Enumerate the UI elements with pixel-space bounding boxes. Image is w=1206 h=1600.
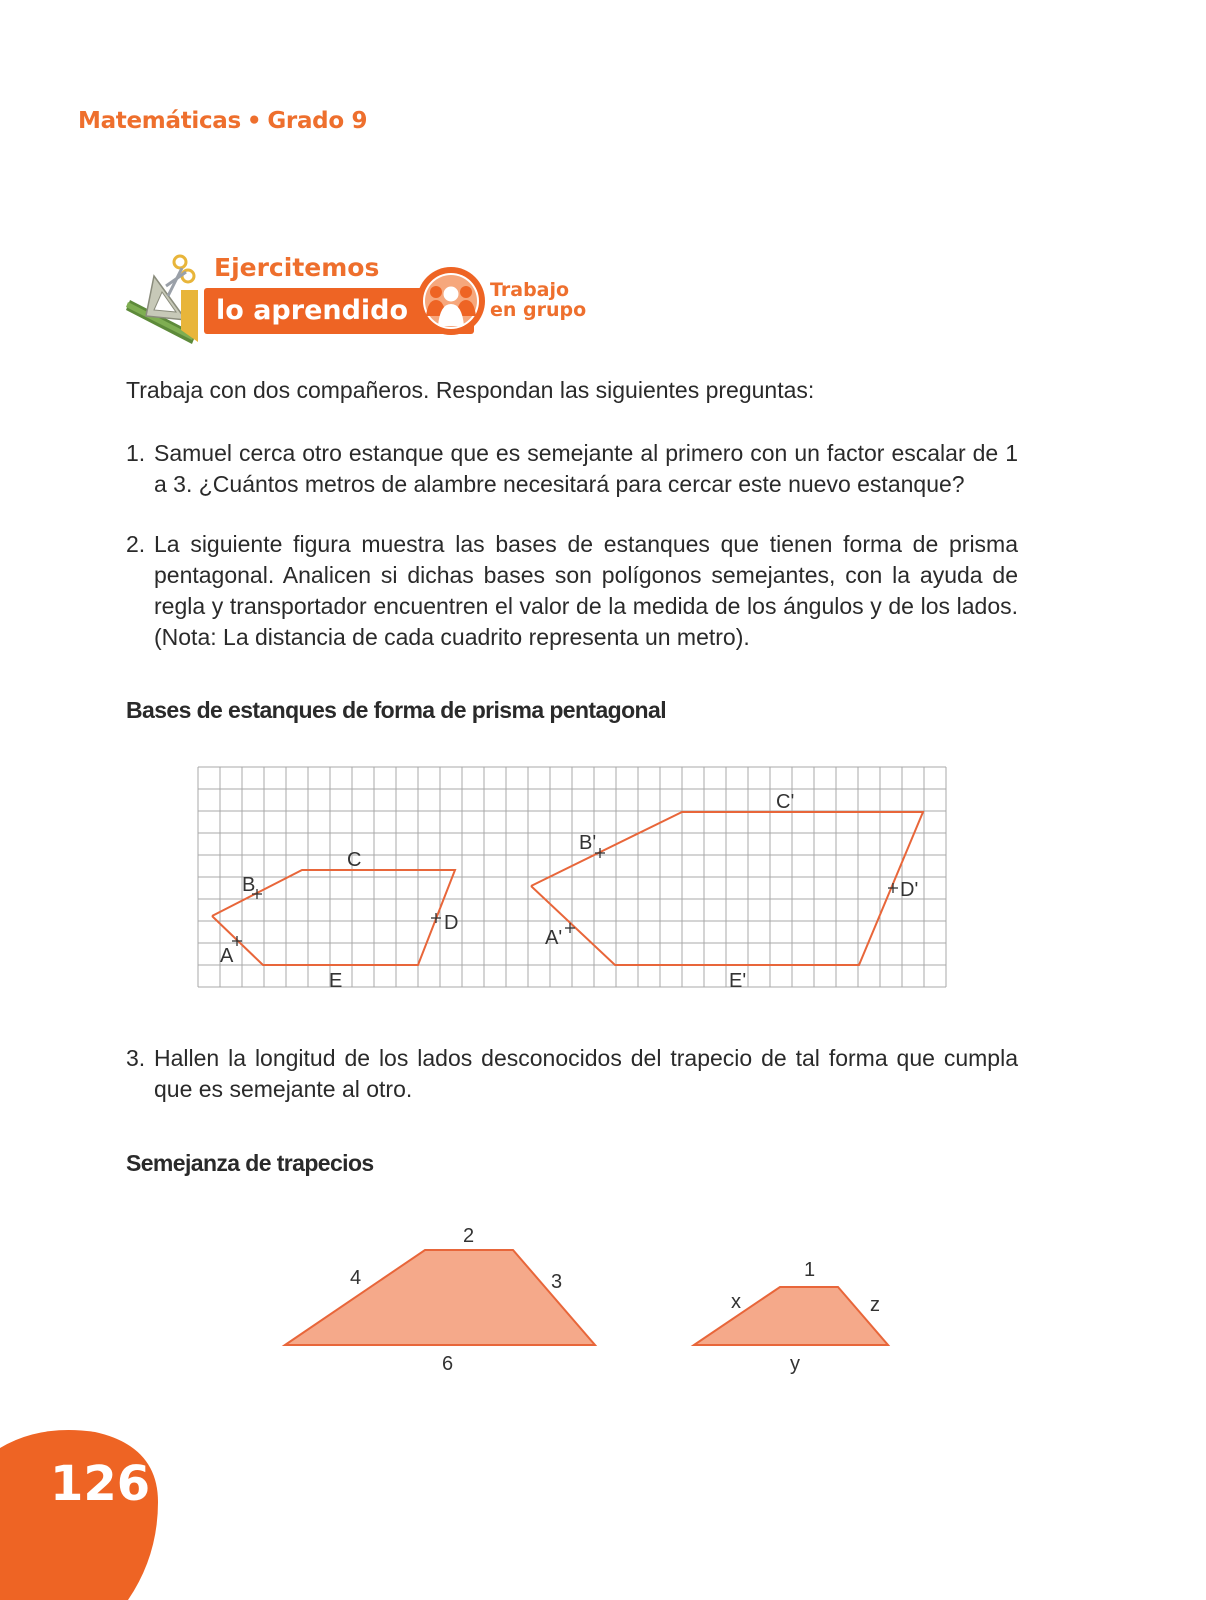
- large-trapezoid: [285, 1250, 595, 1345]
- small-right-label: z: [870, 1294, 880, 1316]
- label-c: C: [347, 849, 362, 871]
- question-text: Samuel cerca otro estanque que es semejante al primero con un factor escalar de 1 a 3. ¿Cuántos metros de alambre necesitará para cercar este nuevo estanque?: [154, 440, 1018, 497]
- small-top-label: 1: [804, 1259, 816, 1281]
- large-right-label: 3: [551, 1271, 563, 1293]
- group-work-icon: [414, 264, 488, 338]
- badge-title: Ejercitemos: [214, 253, 380, 282]
- small-trapezoid: [694, 1287, 888, 1345]
- point-marks: [232, 848, 898, 946]
- question-text: La siguiente figura muestra las bases de estanques que tienen forma de prisma pentagonal. Analicen si dichas bases son polígonos semejantes, con la ayuda de regla y transportador encuentren el valor de la medida de los ángulos y de los lados. (Nota: La distancia de cada cuadrito representa un metro).: [154, 531, 1018, 650]
- large-bottom-label: 6: [442, 1353, 454, 1375]
- page-number: 126: [50, 1456, 151, 1512]
- label-b: B: [242, 874, 256, 896]
- label-a-prime: A': [545, 927, 563, 949]
- page-number-tab: [0, 1428, 170, 1600]
- small-bottom-label: y: [790, 1353, 800, 1375]
- large-top-label: 2: [463, 1225, 475, 1247]
- label-e: E: [329, 970, 343, 992]
- label-d: D: [444, 912, 459, 934]
- intro-text: Trabaja con dos compañeros. Respondan las siguientes preguntas:: [126, 377, 815, 403]
- figure1-title: Bases de estanques de forma de prisma pentagonal: [126, 697, 666, 723]
- figure2-title: Semejanza de trapecios: [126, 1150, 374, 1176]
- tools-icon: [126, 250, 216, 345]
- badge-subtitle: lo aprendido: [204, 288, 474, 334]
- question-2: [126, 529, 1018, 653]
- label-d-prime: D': [900, 879, 919, 901]
- group-work-line2: en grupo: [490, 299, 587, 321]
- question-number: 3.: [126, 1045, 146, 1071]
- label-a: A: [220, 945, 234, 967]
- question-text: Hallen la longitud de los lados desconocidos del trapecio de tal forma que cumpla que es semejante al otro.: [154, 1045, 1018, 1102]
- exercise-badge: [126, 250, 626, 350]
- question-1: [126, 438, 1018, 500]
- question-number: 1.: [126, 440, 146, 466]
- label-b-prime: B': [579, 832, 597, 854]
- subject-label: Matemáticas: [78, 108, 241, 134]
- page-header: [78, 108, 367, 134]
- header-separator: •: [246, 108, 262, 134]
- group-work-label: [490, 280, 586, 320]
- grid: [198, 767, 946, 987]
- label-c-prime: C': [776, 791, 795, 813]
- group-work-line1: Trabajo: [490, 279, 570, 301]
- question-number: 2.: [126, 531, 146, 557]
- small-left-label: x: [731, 1291, 741, 1313]
- trapezoid-figure: [270, 1210, 910, 1390]
- grade-label: Grado 9: [267, 108, 368, 134]
- pentagon-grid-figure: [190, 760, 955, 995]
- label-e-prime: E': [729, 970, 747, 992]
- large-left-label: 4: [350, 1267, 362, 1289]
- question-3: [126, 1043, 1018, 1105]
